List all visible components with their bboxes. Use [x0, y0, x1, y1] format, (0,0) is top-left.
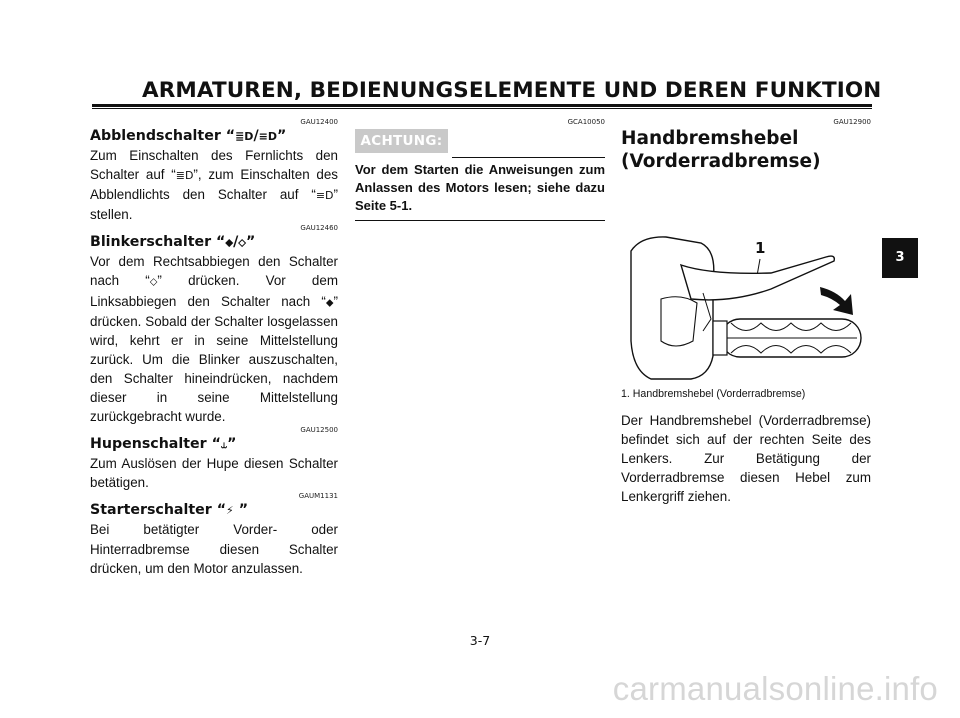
- starter-icon: ⚡: [226, 504, 234, 518]
- section-body-front-brake: Der Handbremshebel (Vorderradbremse) befindet sich auf der rechten Seite des Lenkers. Zur Betätigung der Vorderradbremse diesen Hebel zum Lenkergriff ziehen.: [621, 413, 871, 505]
- body-text: ” drücken. Vor dem Linksabbiegen den Schalter nach “: [90, 273, 338, 309]
- low-beam-icon: ≡D: [258, 130, 277, 143]
- body-text: Vor dem Rechtsabbiegen den Schalter nach “: [90, 254, 338, 289]
- high-beam-icon: ≣D: [235, 130, 254, 143]
- page-number: 3-7: [469, 633, 491, 648]
- section-heading-dimmer-switch: [90, 127, 338, 146]
- pull-direction-arrow-icon: [820, 287, 853, 315]
- heading-text: Blinkerschalter “: [90, 234, 226, 251]
- heading-separator: /: [253, 128, 259, 144]
- heading-separator: /: [233, 234, 239, 251]
- column-right: [621, 118, 871, 506]
- caution-label: ACHTUNG:: [355, 129, 448, 153]
- turn-left-icon: ⬥: [225, 236, 234, 250]
- caution-header: [355, 129, 605, 155]
- section-code: GAUM1131: [298, 492, 338, 501]
- section-heading-turn-signal: [90, 233, 338, 252]
- section-heading-starter: [90, 501, 338, 520]
- section-code: GAU12900: [833, 118, 871, 126]
- section-body-dimmer-switch: [90, 146, 338, 224]
- header-rule: [92, 104, 872, 107]
- section-body-turn-signal: [90, 252, 338, 426]
- header-rule-thin: [92, 108, 872, 109]
- heading-text: ”: [227, 436, 237, 453]
- brake-lever-figure: [621, 181, 871, 381]
- brake-lever-illustration: [621, 181, 871, 381]
- turn-left-icon: ⬥: [325, 295, 334, 309]
- body-text: Zum Einschalten des Fernlichts den Schalter auf “: [90, 148, 338, 183]
- section-heading-horn: [90, 435, 338, 454]
- master-cylinder: [661, 297, 697, 346]
- low-beam-icon: ≡D: [315, 189, 334, 203]
- section-code: GAU12400: [300, 118, 338, 126]
- turn-right-icon: ⬦: [149, 275, 158, 289]
- section-code: GAU12500: [300, 426, 338, 435]
- grip-collar: [713, 321, 727, 355]
- horn-icon: ⥿: [220, 438, 228, 452]
- column-middle: [355, 118, 605, 221]
- section-heading-front-brake: Handbremshebel (Vorderradbremse): [621, 128, 821, 172]
- callout-number: 1: [755, 239, 766, 257]
- caution-bottom-rule: [355, 220, 605, 221]
- section-body-starter: Bei betätigter Vorder- oder Hinterradbremse diesen Schalter drücken, um den Motor anzulassen.: [90, 522, 338, 576]
- section-body-horn: Zum Auslösen der Hupe diesen Schalter betätigen.: [90, 456, 338, 491]
- body-text: ” drücken. Sobald der Schalter losgelassen wird, kehrt er in seine Mittelstellung zurück. Um die Blinker auszuschalten, den Schalter hineindrücken, nachdem dieser in seine Mittelstellung zurückgebracht wurde.: [90, 293, 338, 425]
- turn-right-icon: ⬦: [238, 236, 246, 250]
- chapter-heading: ARMATUREN, BEDIENUNGSELEMENTE UND DEREN FUNKTION: [142, 78, 882, 103]
- figure-caption: 1. Handbremshebel (Vorderradbremse): [621, 388, 806, 400]
- heading-text: ”: [277, 128, 287, 144]
- section-code: GCA10050: [567, 118, 605, 126]
- heading-text: Hupenschalter “: [90, 436, 221, 453]
- heading-text: ”: [233, 502, 249, 519]
- heading-text: Starterschalter “: [90, 502, 227, 519]
- heading-text: ”: [245, 234, 256, 251]
- heading-text: Abblendschalter “: [90, 128, 236, 144]
- column-left: [90, 118, 338, 578]
- chapter-tab: 3: [882, 238, 918, 278]
- body-text: ” stellen.: [90, 187, 338, 223]
- caution-rule: [452, 157, 605, 158]
- caution-text: Vor dem Starten die Anweisungen zum Anlassen des Motors lesen; siehe dazu Seite 5-1.: [355, 162, 605, 214]
- high-beam-icon: ≣D: [175, 169, 194, 183]
- section-code: GAU12460: [300, 224, 338, 233]
- watermark: carmanualsonline.info: [612, 670, 938, 707]
- body-text: ”, zum Einschalten des Abblendlichts den Schalter auf “: [90, 167, 338, 203]
